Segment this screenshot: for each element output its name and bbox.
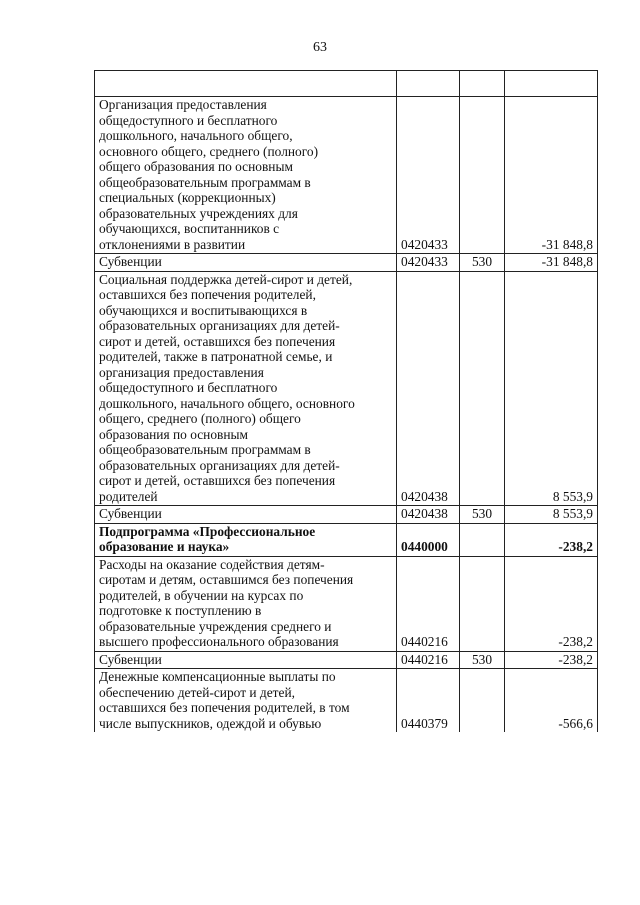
row-name: Денежные компенсационные выплаты по обеспечению детей-сирот и детей, оставшихся без попечения родителей, в том числе выпускников, одеждой и обувью xyxy=(95,669,397,733)
row-sum: -238,2 xyxy=(505,651,598,669)
row-type: 530 xyxy=(460,651,505,669)
row-type: 530 xyxy=(460,254,505,272)
row-sum: 8 553,9 xyxy=(505,506,598,524)
row-code: 0420438 xyxy=(397,271,460,506)
row-name: Социальная поддержка детей-сирот и детей, оставшихся без попечения родителей, обучающихся и воспитывающихся в образовательных организациях для детей- сирот и детей, оставшихся без попечения родителей, также в патронатной семье, и организация предоставления общедоступного и бесплатного дошкольного, начального общего, основного общего, среднего (полного) общего образования по основным общеобразовательным программам в образовательных организациях для детей- сирот и детей, оставшихся без попечения родителей xyxy=(95,271,397,506)
budget-table xyxy=(94,70,598,732)
table-row xyxy=(95,651,598,669)
row-code: 0440000 xyxy=(397,523,460,556)
row-type xyxy=(460,556,505,651)
row-name: Подпрограмма «Профессиональное образование и наука» xyxy=(95,523,397,556)
table-row xyxy=(95,97,598,254)
row-sum: 8 553,9 xyxy=(505,271,598,506)
row-code xyxy=(397,71,460,97)
row-type xyxy=(460,523,505,556)
row-code: 0440379 xyxy=(397,669,460,733)
row-name: Расходы на оказание содействия детям- сиротам и детям, оставшимся без попечения родителей, в обучении на курсах по подготовке к поступлению в образовательные учреждения среднего и высшего профессионального образования xyxy=(95,556,397,651)
row-type: 530 xyxy=(460,506,505,524)
table-row xyxy=(95,71,598,97)
row-code: 0420433 xyxy=(397,254,460,272)
table-row xyxy=(95,669,598,733)
page-number: 63 xyxy=(313,40,327,55)
row-name: Субвенции xyxy=(95,254,397,272)
row-sum: -238,2 xyxy=(505,523,598,556)
row-type xyxy=(460,271,505,506)
row-sum xyxy=(505,71,598,97)
row-code: 0440216 xyxy=(397,651,460,669)
table-row xyxy=(95,523,598,556)
row-name: Субвенции xyxy=(95,651,397,669)
row-code: 0440216 xyxy=(397,556,460,651)
row-type xyxy=(460,71,505,97)
row-type xyxy=(460,669,505,733)
table-row xyxy=(95,556,598,651)
row-sum: -566,6 xyxy=(505,669,598,733)
row-name xyxy=(95,71,397,97)
row-sum: -31 848,8 xyxy=(505,254,598,272)
table-row xyxy=(95,506,598,524)
row-name: Организация предоставления общедоступного и бесплатного дошкольного, начального общего, основного общего, среднего (полного) общего образования по основным общеобразовательным программам в специальных (коррекционных) образовательных учреждениях для обучающихся, воспитанников с отклонениями в развитии xyxy=(95,97,397,254)
row-sum: -238,2 xyxy=(505,556,598,651)
row-name: Субвенции xyxy=(95,506,397,524)
row-sum: -31 848,8 xyxy=(505,97,598,254)
row-code: 0420433 xyxy=(397,97,460,254)
row-code: 0420438 xyxy=(397,506,460,524)
table-row xyxy=(95,254,598,272)
table-row xyxy=(95,271,598,506)
row-type xyxy=(460,97,505,254)
